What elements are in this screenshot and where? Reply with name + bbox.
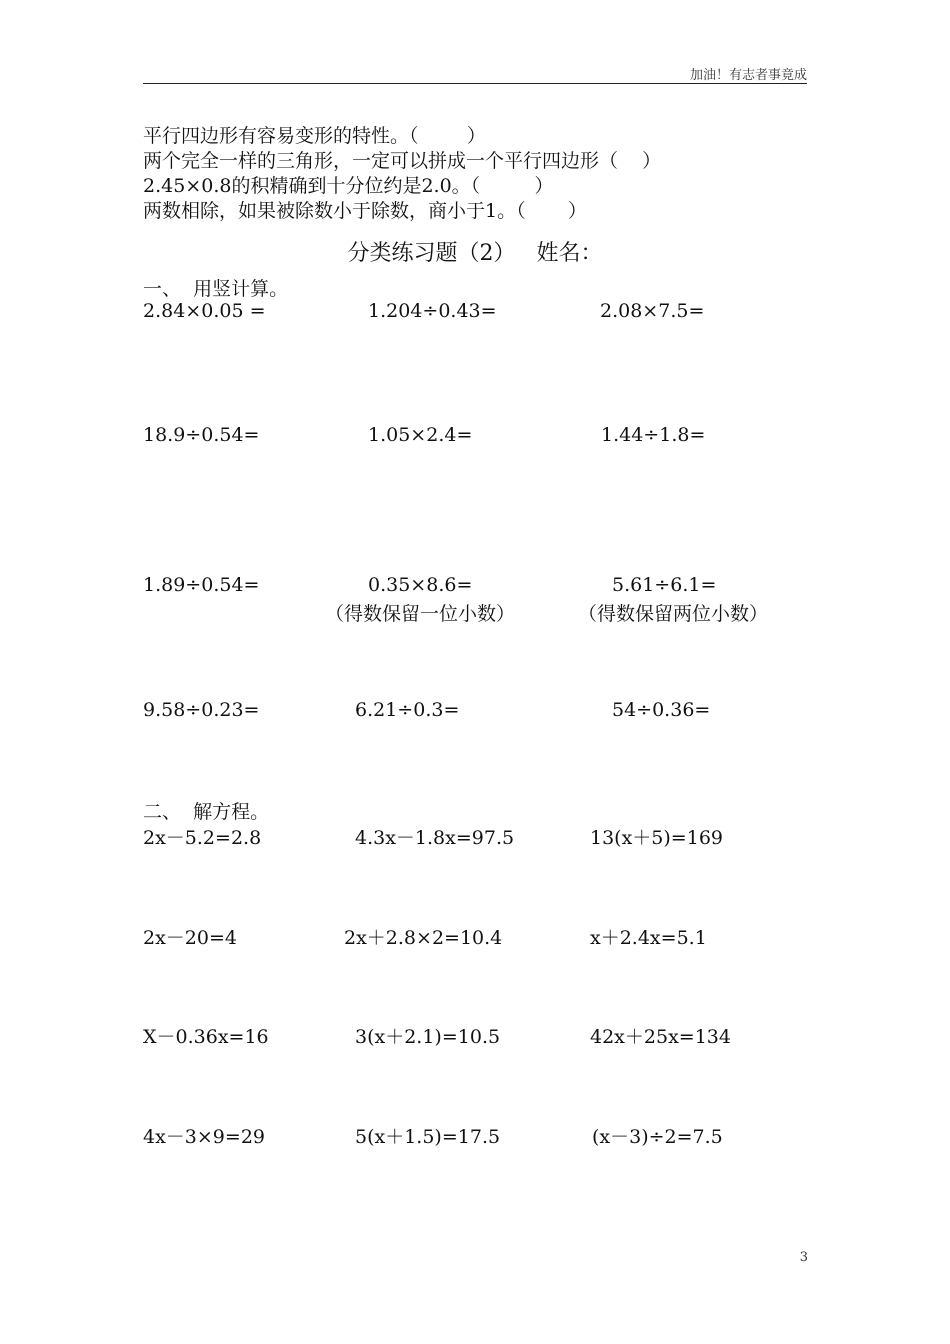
calc-problem: 0.35×8.6= xyxy=(368,574,473,596)
calc-problem: 2.84×0.05 = xyxy=(143,300,266,322)
equation: 2x－20=4 xyxy=(143,927,237,949)
header-rule xyxy=(143,83,807,84)
worksheet-title: 分类练习题（2） 姓名： xyxy=(347,241,603,266)
judgment-item: 两个完全一样的三角形，一定可以拼成一个平行四边形（ ） xyxy=(143,150,662,172)
equation: (x－3)÷2=7.5 xyxy=(592,1126,723,1148)
calc-problem: 18.9÷0.54= xyxy=(143,424,260,446)
section2-heading: 二、 解方程。 xyxy=(143,801,270,823)
calc-problem: 1.44÷1.8= xyxy=(601,424,706,446)
header-motto: 加油！有志者事竟成 xyxy=(689,68,807,83)
calc-problem: 54÷0.36= xyxy=(612,699,711,721)
equation: 3(x＋2.1)=10.5 xyxy=(355,1026,501,1048)
equation: 5(x＋1.5)=17.5 xyxy=(355,1126,501,1148)
rounding-note: （得数保留一位小数） xyxy=(325,603,516,625)
calc-problem: 5.61÷6.1= xyxy=(612,574,717,596)
equation: X－0.36x=16 xyxy=(143,1026,269,1048)
equation: 13(x＋5)=169 xyxy=(590,827,723,849)
equation: x＋2.4x=5.1 xyxy=(590,927,707,949)
calc-problem: 6.21÷0.3= xyxy=(355,699,460,721)
judgment-item: 平行四边形有容易变形的特性。（ ） xyxy=(143,125,486,147)
section1-heading: 一、 用竖计算。 xyxy=(143,278,289,300)
page-number: 3 xyxy=(799,1250,808,1265)
calc-problem: 9.58÷0.23= xyxy=(143,699,260,721)
rounding-note: （得数保留两位小数） xyxy=(578,603,769,625)
calc-problem: 1.204÷0.43= xyxy=(368,300,497,322)
equation: 4.3x－1.8x=97.5 xyxy=(355,827,515,849)
calc-problem: 1.05×2.4= xyxy=(368,424,473,446)
calc-problem: 2.08×7.5= xyxy=(600,300,705,322)
judgment-item: 两数相除，如果被除数小于除数，商小于1。（ ） xyxy=(143,200,587,222)
judgment-item: 2.45×0.8的积精确到十分位约是2.0。（ ） xyxy=(143,175,554,197)
equation: 4x－3×9=29 xyxy=(143,1126,265,1148)
calc-problem: 1.89÷0.54= xyxy=(143,574,260,596)
equation: 42x＋25x=134 xyxy=(590,1026,731,1048)
equation: 2x－5.2=2.8 xyxy=(143,827,262,849)
equation: 2x＋2.8×2=10.4 xyxy=(344,927,503,949)
